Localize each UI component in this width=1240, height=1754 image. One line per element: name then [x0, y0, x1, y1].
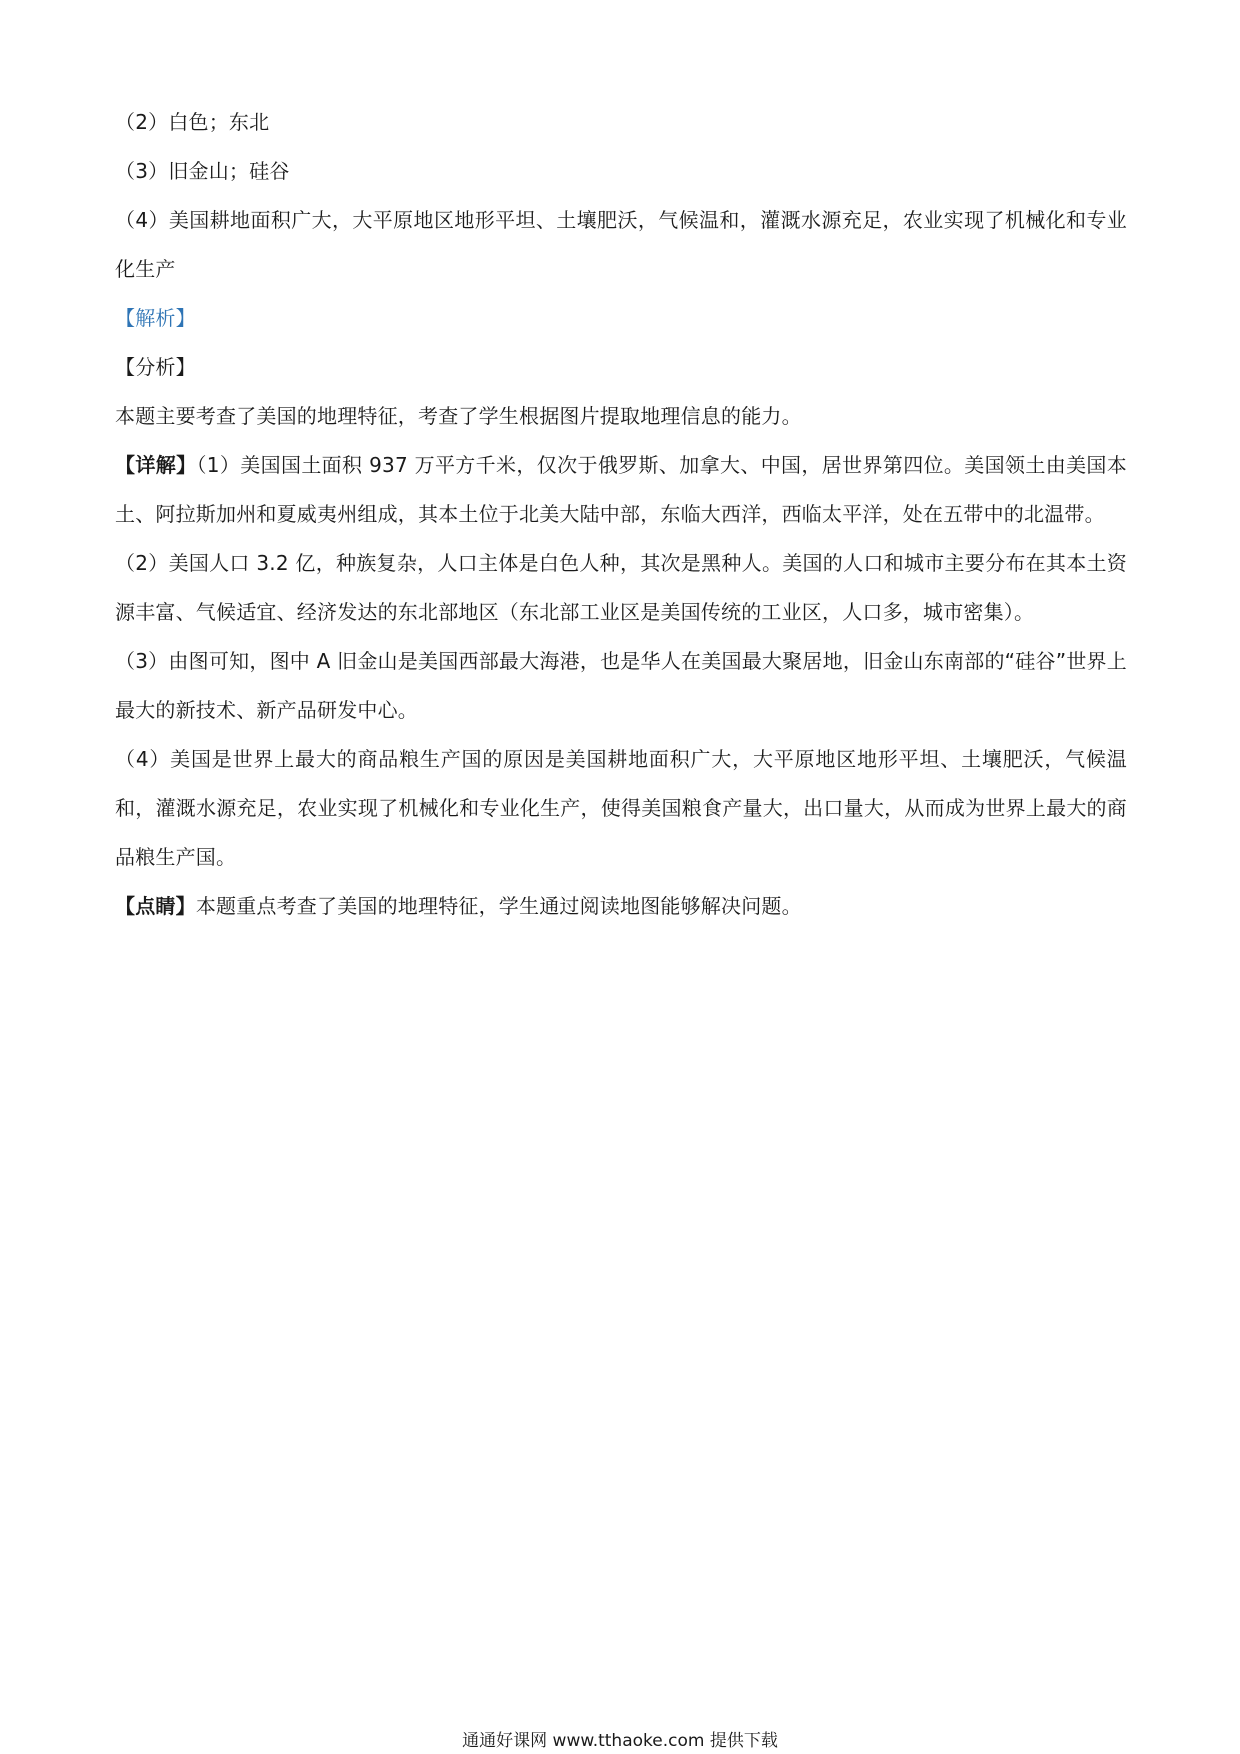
xiangjie-paragraph-3: （3）由图可知，图中 A 旧金山是美国西部最大海港，也是华人在美国最大聚居地，旧金山东南部的“硅谷”世界上最大的新技术、新产品研发中心。 [115, 649, 1127, 722]
dianjing-label: 【点睛】 [115, 894, 196, 918]
page-footer: 通通好课网 www.tthaoke.com 提供下载 [462, 1731, 778, 1751]
answer-2: （2）白色；东北 [115, 110, 270, 134]
fenxi-text: 本题主要考查了美国的地理特征，考查了学生根据图片提取地理信息的能力。 [115, 404, 802, 428]
document-content [115, 98, 1127, 931]
dianjing-text: 本题重点考查了美国的地理特征，学生通过阅读地图能够解决问题。 [195, 894, 802, 918]
xiangjie-label: 【详解】 [115, 453, 197, 477]
answer-4: （4）美国耕地面积广大，大平原地区地形平坦、土壤肥沃，气候温和，灌溉水源充足，农业实现了机械化和专业化生产 [115, 208, 1127, 281]
xiangjie-paragraph-2: （2）美国人口 3.2 亿，种族复杂，人口主体是白色人种，其次是黑种人。美国的人口和城市主要分布在其本土资源丰富、气候适宜、经济发达的东北部地区（东北部工业区是美国传统的工业区，人口多，城市密集）。 [115, 551, 1127, 624]
xiangjie-text-1: （1）美国国土面积 937 万平方千米，仅次于俄罗斯、加拿大、中国，居世界第四位。美国领土由美国本土、阿拉斯加州和夏威夷州组成，其本土位于北美大陆中部，东临大西洋，西临太平洋，处在五带中的北温带。 [115, 453, 1127, 526]
answer-3: （3）旧金山；硅谷 [115, 159, 290, 183]
jiexi-heading: 【解析】 [115, 306, 196, 330]
xiangjie-paragraph-1 [115, 441, 1127, 539]
dianjing-paragraph [115, 882, 1127, 931]
xiangjie-paragraph-4: （4）美国是世界上最大的商品粮生产国的原因是美国耕地面积广大，大平原地区地形平坦、土壤肥沃，气候温和，灌溉水源充足，农业实现了机械化和专业化生产，使得美国粮食产量大，出口量大，从而成为世界上最大的商品粮生产国。 [115, 747, 1127, 869]
fenxi-heading: 【分析】 [115, 355, 196, 379]
